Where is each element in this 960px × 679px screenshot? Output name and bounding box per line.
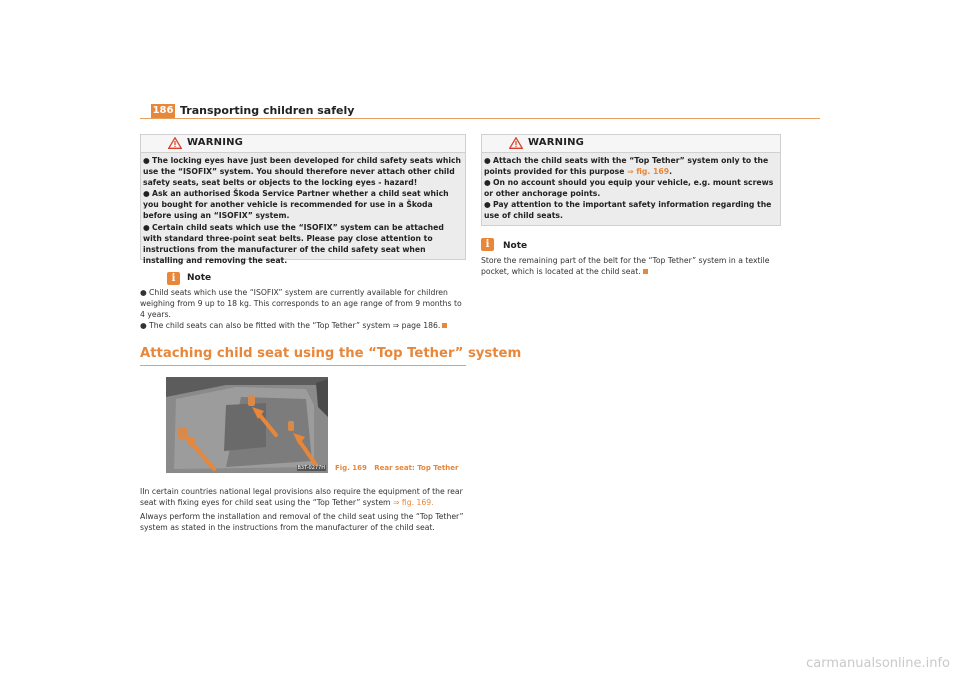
watermark: carmanualsonline.info: [806, 656, 950, 671]
warning-body: [484, 155, 778, 222]
warning-triangle-icon: [509, 137, 523, 149]
warning-title: WARNING: [528, 137, 585, 148]
body-paragraph: Always perform the installation and removal of the child seat using the “Top Tether” system as stated in the instructions from the manufacturer of the child seat.: [140, 512, 464, 533]
note-title: Note: [503, 241, 528, 251]
warning-title: WARNING: [187, 137, 244, 148]
warning-item: ● The locking eyes have just been developed for child safety seats which use the “ISOFIX” system. You should therefore never attach other child safety seats, seat belts or objects to the locking eyes - hazard!: [143, 156, 462, 188]
bullet-icon: ●: [484, 178, 491, 188]
note-item: ● The child seats can also be fitted with the “Top Tether” system ⇒ page 186.: [140, 320, 468, 331]
section-body: [140, 486, 470, 536]
section-end-marker: [442, 323, 447, 328]
page-reference-link[interactable]: page 186.: [401, 321, 441, 331]
bullet-icon: ●: [143, 222, 150, 232]
figure-reference-link[interactable]: ⇒ fig. 169.: [393, 498, 434, 508]
warning-triangle-icon: [168, 137, 182, 149]
header-rule: [140, 118, 820, 119]
right-warning-box: [481, 134, 781, 226]
section-title: Attaching child seat using the “Top Tether” system: [140, 346, 522, 361]
bullet-icon: ●: [143, 189, 150, 199]
warning-body: [143, 155, 463, 266]
note-info-icon: i: [167, 272, 180, 285]
note-item: ● Child seats which use the “ISOFIX” system are currently available for children weighing from 9 up to 18 kg. This corresponds to an age range of from 9 months to 4 years.: [140, 288, 462, 320]
warning-item: ● Attach the child seats with the “Top Tether” system only to the points provided for this purpose ⇒ fig. 169.: [484, 156, 769, 177]
rear-seat-top-tether-figure: [166, 377, 328, 473]
figure-caption: [335, 464, 458, 472]
warning-item: ● Certain child seats which use the “ISOFIX” system can be attached with standard three-point seat belts. Please pay close attention to instructions from the manufacturer of the child safety seat when installing and removing the seat.: [143, 222, 444, 265]
figure-label: Fig. 169: [335, 464, 367, 472]
rear-seat-illustration: [166, 377, 328, 473]
section-rule: [140, 365, 466, 366]
bullet-icon: ●: [140, 288, 147, 297]
section-end-marker: [643, 269, 648, 274]
left-note-body: [140, 287, 468, 331]
chapter-title: Transporting children safely: [180, 104, 355, 117]
right-note-body: Store the remaining part of the belt for the “Top Tether” system in a textile pocket, which is located at the child seat.: [481, 256, 770, 277]
bullet-icon: ●: [484, 156, 491, 165]
bullet-icon: ●: [140, 321, 147, 331]
note-title: Note: [187, 273, 212, 283]
warning-item: ● Pay attention to the important safety information regarding the use of child seats.: [484, 200, 772, 221]
bullet-icon: ●: [143, 156, 150, 165]
warning-header: [482, 135, 780, 153]
left-warning-box: [140, 134, 466, 265]
figure-caption-text: Rear seat: Top Tether: [374, 464, 459, 472]
page-number: 186: [152, 105, 174, 116]
body-paragraph: IIn certain countries national legal provisions also require the equipment of the rear seat with fixing eyes for child seat using the “Top Tether” system ⇒ fig. 169.: [140, 487, 463, 508]
warning-header: [141, 135, 465, 153]
figure-reference-link[interactable]: ⇒ fig. 169: [627, 167, 670, 177]
figure-code: B3T-0277H: [297, 465, 325, 471]
warning-item: ● On no account should you equip your vehicle, e.g. mount screws or other anchorage points.: [484, 178, 774, 199]
note-info-icon: i: [481, 238, 494, 251]
warning-item: ● Ask an authorised Škoda Service Partner whether a child seat which you bought for another vehicle is recommended for use in a Škoda before using an “ISOFIX” system.: [143, 189, 449, 221]
bullet-icon: ●: [484, 200, 491, 210]
